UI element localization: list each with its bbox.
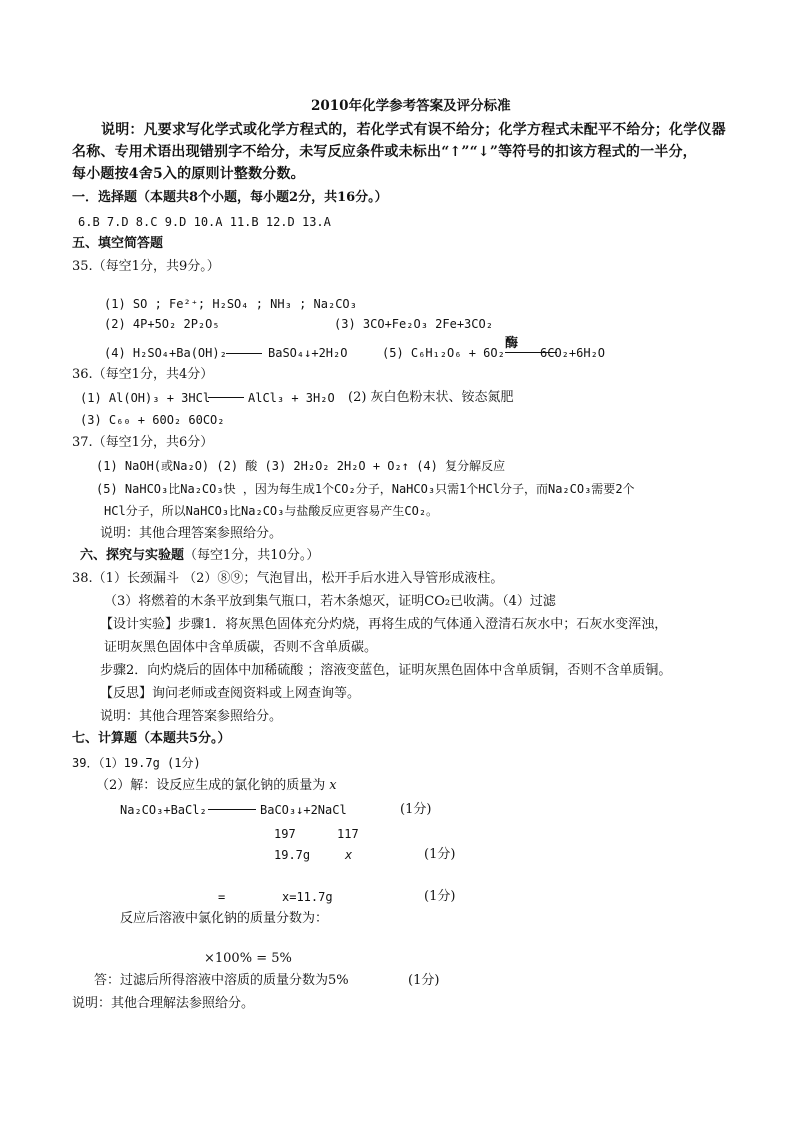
q37-note: 说明：其他合理答案参照给分。 <box>100 526 283 541</box>
scoring-note-line-3: 每小题按4舍5入的原则计整数分数。 <box>72 166 305 182</box>
q36-answer-2: (2) 灰白色粉末状、铵态氮肥 <box>348 390 514 405</box>
q35-answer-5-right: 6CO₂+6H₂O <box>540 346 606 360</box>
q36-answer-1-arrow <box>208 397 244 398</box>
q39-line-1: 39．（1）19.7g (1分) <box>72 756 201 770</box>
q39-equation-right: BaCO₃↓+2NaCl <box>260 803 347 817</box>
q38-line-5: 步骤2．向灼烧后的固体中加稀硫酸 ；溶液变蓝色，证明灰黑色固体中含单质铜，否则不含单质铜。 <box>100 663 672 678</box>
q38-line-6: 【反思】询问老师或查阅资料或上网查询等。 <box>100 686 361 701</box>
q39-score-3: (1分) <box>424 889 456 904</box>
section-6-score: （每空1分，共10分。） <box>184 548 320 563</box>
q37-label: 37.（每空1分，共6分） <box>72 435 214 450</box>
q39-molar-mass-1: 197 <box>274 827 296 841</box>
q35-answer-4-right: BaSO₄↓+2H₂O <box>268 346 348 360</box>
q38-note: 说明：其他合理答案参照给分。 <box>100 709 283 724</box>
q39-note: 说明：其他合理解法参照给分。 <box>72 996 255 1011</box>
q35-answer-4-left: (4) H₂SO₄+Ba(OH)₂ <box>104 346 227 360</box>
scoring-note-line-1: 说明：凡要求写化学式或化学方程式的，若化学式有误不给分；化学方程式未配平不给分；化学仪器 <box>101 122 726 138</box>
q39-equation-left: Na₂CO₃+BaCl₂ <box>120 803 207 817</box>
q35-answer-3: (3) 3CO+Fe₂O₃ 2Fe+3CO₂ <box>334 317 493 331</box>
section-1-answers: 6.B 7.D 8.C 9.D 10.A 11.B 12.D 13.A <box>78 215 331 229</box>
section-7-heading: 七、计算题（本题共5分。） <box>72 731 231 746</box>
q35-answer-2: (2) 4P+5O₂ 2P₂O₅ <box>104 317 220 331</box>
q36-answer-1-right: AlCl₃ + 3H₂O <box>248 391 335 405</box>
q39-molar-mass-2: 117 <box>337 827 359 841</box>
q39-variable-x: x <box>329 778 337 793</box>
q38-line-1: 38.（1）长颈漏斗 （2）⑧⑨；气泡冒出，松开手后水进入导管形成液柱。 <box>72 571 504 586</box>
q36-answer-3: (3) C₆₀ + 60O₂ 60CO₂ <box>80 413 225 427</box>
q39-line-2-text: （2）解：设反应生成的氯化钠的质量为 <box>96 778 326 793</box>
page-title: 2010年化学参考答案及评分标准 <box>311 98 511 114</box>
q39-score-1: (1分) <box>400 802 432 817</box>
q35-answer-5-left: (5) C₆H₁₂O₆ + 6O₂ <box>382 346 505 360</box>
section-6-title: 六、探究与实验题 <box>80 548 185 563</box>
section-1-heading: 一．选择题（本题共8个小题，每小题2分，共16分。） <box>72 190 388 205</box>
q35-answer-1: (1) SO ; Fe²⁺; H₂SO₄ ; NH₃ ; Na₂CO₃ <box>104 297 357 311</box>
q39-result: x=11.7g <box>282 890 333 904</box>
section-5-heading: 五、填空简答题 <box>72 236 164 251</box>
q38-line-4: 证明灰黑色固体中含单质碳，否则不含单质碳。 <box>104 640 378 655</box>
section-6-heading <box>80 548 319 564</box>
q37-answer-1: (1) NaOH(或Na₂O) (2) 酸 (3) 2H₂O₂ 2H₂O + O₂↑ (4) 复分解反应 <box>96 459 506 473</box>
q39-line-2 <box>96 778 337 794</box>
q38-line-3: 【设计实验】步骤1．将灰黑色固体充分灼烧，再将生成的气体通入澄清石灰水中；石灰水变浑浊， <box>100 617 668 632</box>
q39-equation-arrow <box>208 809 256 810</box>
q39-score-2: (1分) <box>424 847 456 862</box>
q39-answer: 答：过滤后所得溶液中溶质的质量分数为5% <box>94 973 349 988</box>
q35-answer-5-condition: 酶 <box>505 336 519 351</box>
q35-label: 35.（每空1分，共9分。） <box>72 259 220 274</box>
q35-answer-4-arrow <box>226 353 262 354</box>
q36-label: 36.（每空1分，共4分） <box>72 367 214 382</box>
q39-percentage: ×100% = 5% <box>204 951 292 966</box>
q39-value-1: 19.7g <box>274 848 311 862</box>
q39-equals-sign: = <box>218 890 226 904</box>
q37-answer-5: (5) NaHCO₃比Na₂CO₃快 ，因为每生成1个CO₂分子，NaHCO₃只需1个HCl分子，而Na₂CO₃需要2个 <box>96 482 635 496</box>
scoring-note-line-2: 名称、专用术语出现错别字不给分，未写反应条件或未标出“↑”“↓”等符号的扣该方程式的一半分， <box>72 144 697 160</box>
q38-line-2: （3）将燃着的木条平放到集气瓶口，若木条熄灭，证明CO₂已收满。（4）过滤 <box>104 594 556 609</box>
q39-value-2: x <box>345 848 353 862</box>
q36-answer-1-left: (1) Al(OH)₃ + 3HCl <box>80 391 211 405</box>
q37-answer-5-cont: HCl分子，所以NaHCO₃比Na₂CO₃与盐酸反应更容易产生CO₂。 <box>104 504 439 518</box>
q39-score-4: (1分) <box>408 973 440 988</box>
q39-fraction-label: 反应后溶液中氯化钠的质量分数为： <box>120 911 329 926</box>
